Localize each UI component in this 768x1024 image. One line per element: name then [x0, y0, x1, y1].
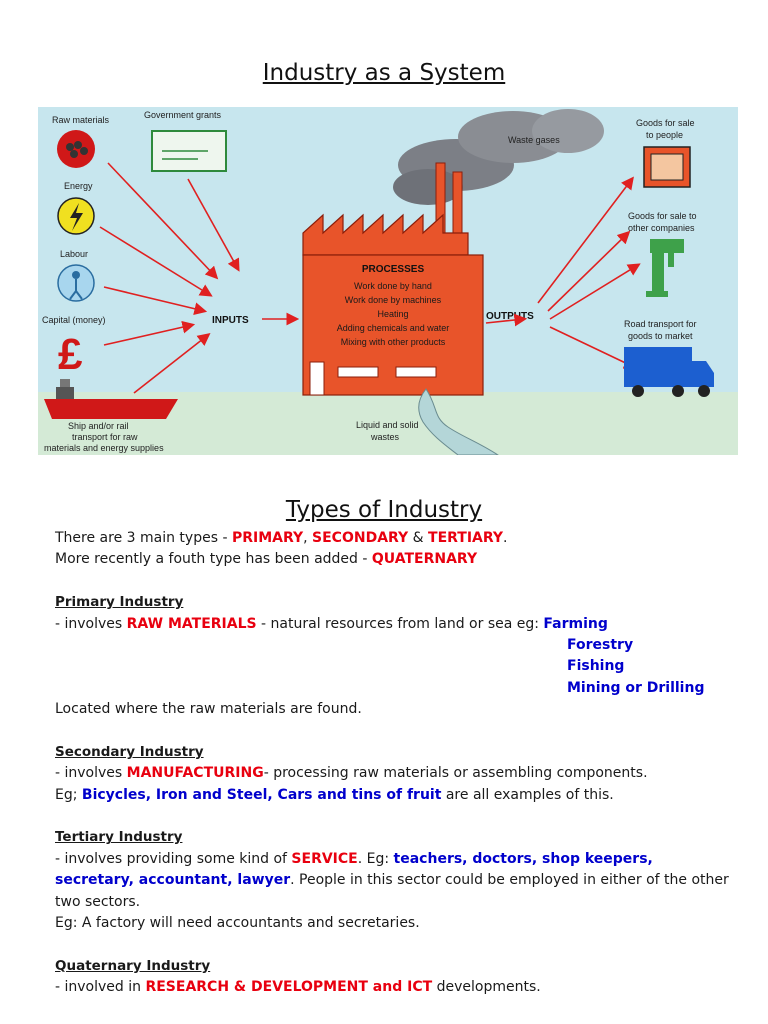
tertiary-heading: Tertiary Industry — [55, 829, 183, 846]
intro-line-2 — [55, 549, 755, 570]
text: - involves providing some kind of — [55, 850, 292, 867]
text: More recently a fouth type has been added - — [55, 551, 372, 568]
secondary-examples-line — [55, 785, 755, 806]
energy-label: Energy — [64, 181, 93, 191]
liquid-wastes-label: Liquid and solid — [356, 420, 419, 430]
liquid-wastes-label: wastes — [371, 432, 400, 442]
process-item: Mixing with other products — [340, 337, 446, 347]
process-item: Heating — [377, 309, 409, 319]
tertiary-examples: teachers, doctors, shop keepers, — [393, 850, 653, 867]
text: . — [503, 530, 508, 546]
road-transport-label: goods to market — [628, 331, 693, 341]
ship-label: transport for raw — [72, 432, 138, 442]
primary-line — [55, 614, 755, 635]
capital-label: Capital (money) — [42, 315, 106, 325]
keyword-primary: PRIMARY — [231, 530, 304, 546]
text: are all examples of this. — [441, 786, 614, 803]
pound-sign-icon: £ — [58, 330, 83, 379]
keyword-research: RESEARCH & DEVELOPMENT and ICT — [145, 979, 433, 996]
text: . Eg: — [357, 850, 394, 867]
text: Eg; — [55, 786, 82, 803]
ship-label: Ship and/or rail — [68, 421, 129, 431]
example-forestry: Forestry — [567, 636, 634, 653]
goods-people-label: to people — [646, 130, 684, 140]
text: - natural resources from land or sea eg: — [256, 615, 544, 632]
example-mining: Mining or Drilling — [567, 679, 705, 696]
processes-heading: PROCESSES — [361, 264, 425, 275]
labour-label: Labour — [60, 249, 89, 259]
secondary-line — [55, 763, 755, 784]
tertiary-paragraph — [55, 849, 755, 913]
primary-location: Located where the raw materials are found. — [55, 701, 362, 718]
inputs-label: INPUTS — [212, 315, 249, 326]
types-of-industry-title: Types of Industry — [285, 497, 483, 523]
text: - involves — [55, 765, 127, 782]
secondary-heading: Secondary Industry — [55, 743, 204, 760]
keyword-quaternary: QUATERNARY — [371, 551, 478, 568]
text: - involves — [55, 615, 127, 632]
text: - involved in — [55, 979, 146, 996]
government-grants-label: Government grants — [144, 110, 222, 120]
ship-label: materials and energy supplies — [44, 443, 164, 453]
waste-gases-label: Waste gases — [508, 135, 560, 145]
process-item: Work done by hand — [354, 281, 432, 291]
outputs-label: OUTPUTS — [486, 311, 534, 322]
text: , — [303, 530, 313, 546]
process-item: Adding chemicals and water — [336, 323, 450, 333]
keyword-service: SERVICE — [291, 850, 358, 867]
tertiary-examples: secretary, accountant, lawyer — [55, 872, 291, 889]
keyword-manufacturing: MANUFACTURING — [126, 765, 264, 782]
example-fishing: Fishing — [567, 658, 625, 675]
raw-materials-label: Raw materials — [52, 115, 110, 125]
intro-line-1 — [55, 528, 755, 549]
goods-people-label: Goods for sale — [636, 118, 695, 128]
text: There are 3 main types - — [55, 530, 232, 546]
example-farming: Farming — [543, 615, 608, 632]
keyword-raw-materials: RAW MATERIALS — [126, 615, 257, 632]
industry-system-diagram — [38, 107, 738, 455]
text: developments. — [432, 979, 541, 996]
secondary-examples: Bicycles, Iron and Steel, Cars and tins of fruit — [81, 786, 442, 803]
text: - processing raw materials or assembling components. — [263, 765, 648, 782]
quaternary-line — [55, 977, 755, 998]
raw-materials-icon — [57, 130, 95, 168]
text: . People in this sector could be employed in either of the other two sectors. — [55, 872, 729, 910]
keyword-tertiary: TERTIARY — [428, 530, 504, 546]
factory-icon — [303, 215, 483, 395]
page-title: Industry as a System — [262, 60, 506, 86]
text: & — [408, 530, 429, 546]
goods-companies-label: other companies — [628, 223, 695, 233]
quaternary-heading: Quaternary Industry — [55, 957, 211, 974]
tertiary-example-note: Eg: A factory will need accountants and secretaries. — [55, 915, 420, 932]
process-item: Work done by machines — [344, 295, 442, 305]
goods-companies-label: Goods for sale to — [628, 211, 697, 221]
types-of-industry-body — [55, 528, 755, 999]
keyword-secondary: SECONDARY — [312, 530, 409, 546]
road-transport-label: Road transport for — [624, 319, 697, 329]
primary-heading: Primary Industry — [55, 594, 184, 611]
